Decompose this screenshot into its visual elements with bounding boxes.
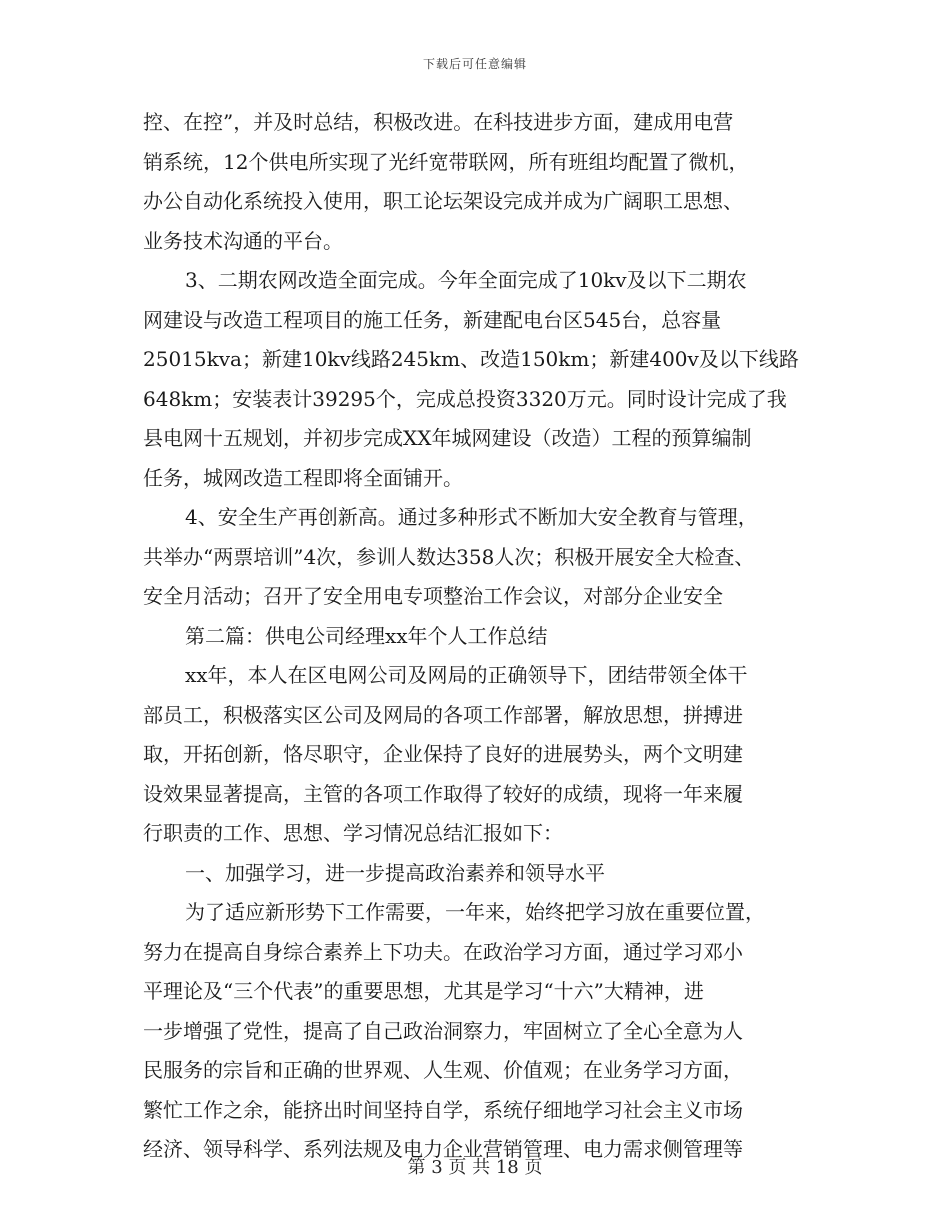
text-line: 第二篇：供电公司经理xx年个人工作总结 bbox=[185, 623, 548, 648]
text-line: 经济、领导科学、系列法规及电力企业营销管理、电力需求侧管理等 bbox=[143, 1137, 743, 1161]
text-line: 25015kva；新建10kv线路245km、改造150km；新建400v及以下线路 bbox=[143, 347, 799, 371]
text-line: 共举办“两票培训”4次，参训人数达358人次；积极开展安全大检查、 bbox=[143, 544, 755, 569]
text-line: 取，开拓创新，恪尽职守，企业保持了良好的进展势头，两个文明建 bbox=[143, 742, 743, 766]
text-line: 控、在控”，并及时总结，积极改进。在科技进步方面，建成用电营 bbox=[143, 110, 734, 134]
text-line: 销系统，12个供电所实现了光纤宽带联网，所有班组均配置了微机， bbox=[143, 149, 749, 174]
text-line: 任务，城网改造工程即将全面铺开。 bbox=[143, 465, 463, 490]
page-header: 下载后可任意编辑 bbox=[422, 57, 527, 71]
text-line: 行职责的工作、思想、学习情况总结汇报如下： bbox=[143, 821, 563, 845]
text-line: 3、二期农网改造全面完成。今年全面完成了10kv及以下二期农 bbox=[185, 268, 747, 292]
text-line: 民服务的宗旨和正确的世界观、人生观、价值观；在业务学习方面， bbox=[143, 1058, 743, 1082]
body-text bbox=[143, 103, 823, 1170]
text-line: 部员工，积极落实区公司及网局的各项工作部署，解放思想，拼搏进 bbox=[143, 702, 743, 727]
text-line: 办公自动化系统投入使用，职工论坛架设完成并成为广阔职工思想、 bbox=[143, 189, 743, 213]
text-line: 一、加强学习，进一步提高政治素养和领导水平 bbox=[185, 860, 605, 885]
text-line: 一步增强了党性，提高了自己政治洞察力，牢固树立了全心全意为人 bbox=[143, 1018, 743, 1043]
page-footer: 第 3 页 共 18 页 bbox=[407, 1157, 543, 1178]
text-line: 648km；安装表计39295个，完成总投资3320万元。同时设计完成了我 bbox=[143, 386, 787, 411]
text-line: 平理论及“三个代表”的重要思想，尤其是学习“十六”大精神，进 bbox=[143, 979, 704, 1003]
text-line: 安全月活动；召开了安全用电专项整治工作会议，对部分企业安全 bbox=[143, 584, 723, 608]
text-line: 繁忙工作之余，能挤出时间坚持自学，系统仔细地学习社会主义市场 bbox=[143, 1097, 743, 1122]
text-line: 网建设与改造工程项目的施工任务，新建配电台区545台，总容量 bbox=[143, 307, 722, 332]
text-line: 为了适应新形势下工作需要，一年来，始终把学习放在重要位置， bbox=[185, 900, 765, 924]
text-line: 县电网十五规划，并初步完成XX年城网建设（改造）工程的预算编制 bbox=[143, 426, 752, 450]
text-line: 4、安全生产再创新高。通过多种形式不断加大安全教育与管理， bbox=[185, 505, 758, 529]
text-line: 努力在提高自身综合素养上下功夫。在政治学习方面，通过学习邓小 bbox=[143, 939, 743, 964]
text-line: xx年，本人在区电网公司及网局的正确领导下，团结带领全体干 bbox=[185, 663, 748, 687]
text-line: 业务技术沟通的平台。 bbox=[143, 228, 343, 253]
text-line: 设效果显著提高，主管的各项工作取得了较好的成绩，现将一年来履 bbox=[143, 781, 743, 806]
